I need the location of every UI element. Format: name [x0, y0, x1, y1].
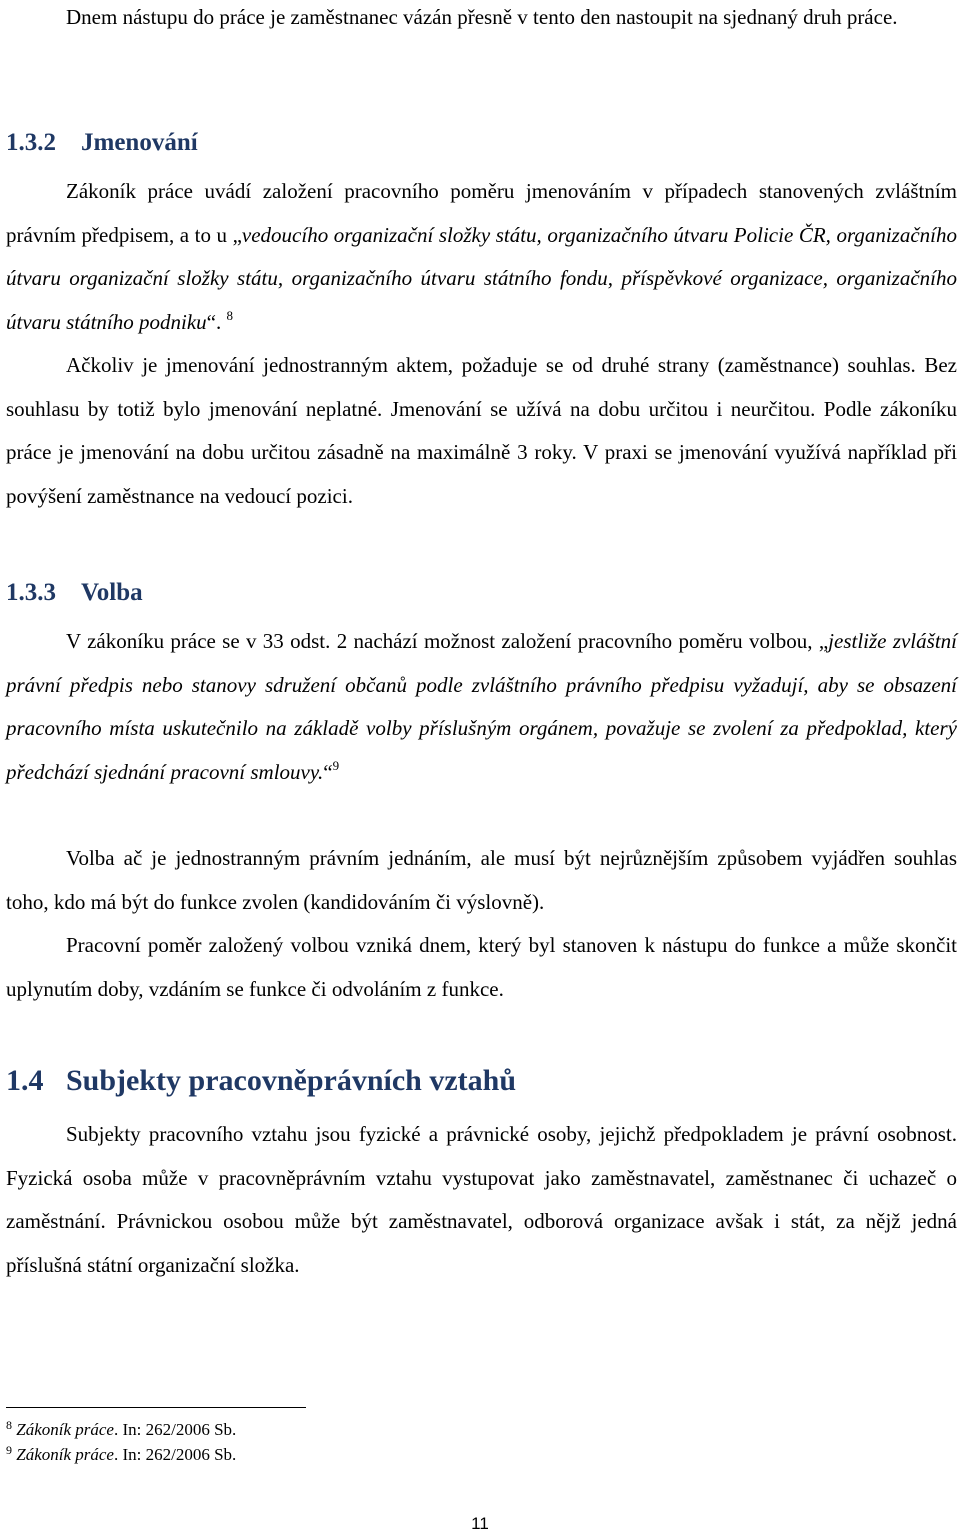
- footnote-number: 9: [6, 1443, 12, 1457]
- paragraph-volba-3: Pracovní poměr založený volbou vzniká dnem, který byl stanoven k nástupu do funkce a může skončit uplynutím doby, vzdáním se funkce či odvoláním z funkce.: [6, 933, 957, 1001]
- footnote-source: Zákoník práce: [16, 1420, 114, 1439]
- section-title: Jmenování: [81, 129, 198, 156]
- footnote-text: . In: 262/2006 Sb.: [113, 1420, 237, 1439]
- footnote-ref-8: 8: [226, 307, 233, 323]
- footnote-8: [6, 1419, 236, 1441]
- section-heading-1-3-3: [6, 578, 143, 608]
- section-title: Subjekty pracovněprávních vztahů: [66, 1064, 517, 1097]
- paragraph-text: Zákoník práce uvádí založení pracovního poměru jmenováním v případech stanovených zvláštním právním předpisem, a to u „: [6, 179, 957, 247]
- section-number: 1.3.2: [6, 129, 56, 156]
- continuation-paragraph: Dnem nástupu do práce je zaměstnanec vázán přesně v tento den nastoupit na sjednaný druh práce.: [66, 5, 898, 29]
- section-heading-1-4: [6, 1063, 516, 1099]
- footnote-source: Zákoník práce: [16, 1445, 114, 1464]
- paragraph-jmenovani-2: Ačkoliv je jmenování jednostranným aktem, požaduje se od druhé strany (zaměstnance) souhlas. Bez souhlasu by totiž bylo jmenování neplatné. Jmenování se užívá na dobu určitou i neurčitou. Podle zákoníku práce je jmenování na dobu určitou zásadně na maximálně 3 roky. V praxi se jmenování využívá například při povýšení zaměstnance na vedoucí pozici.: [6, 353, 957, 508]
- footnote-separator: [6, 1407, 306, 1408]
- paragraph-subjekty: Subjekty pracovního vztahu jsou fyzické a právnické osoby, jejichž předpokladem je právní osobnost. Fyzická osoba může v pracovněprávním vztahu vystupovat jako zaměstnavatel, zaměstnanec či uchazeč o zaměstnání. Právnickou osobou může být zaměstnavatel, odborová organizace avšak i stát, za nějž jedná příslušná státní organizační složka.: [6, 1122, 957, 1277]
- paragraph-jmenovani-1: [6, 170, 957, 344]
- paragraph-volba-1: [6, 620, 957, 794]
- footnote-text: . In: 262/2006 Sb.: [113, 1445, 237, 1464]
- paragraph-text: “.: [206, 309, 227, 334]
- paragraph-text: V zákoníku práce se v 33 odst. 2 nachází možnost založení pracovního poměru volbou, „: [66, 629, 829, 653]
- page-number: 11: [471, 1514, 489, 1533]
- paragraph-text: “: [323, 759, 333, 784]
- quote-text: jestliže zvláštní právní předpis nebo stanovy sdružení občanů podle zvláštního právního předpisu vyžadují, aby se obsazení pracovního místa uskutečnilo na základě volby příslušným orgánem, považuje se zvolení za předpoklad, který předchází sjednání pracovní smlouvy.: [6, 629, 957, 784]
- footnote-ref-9: 9: [332, 757, 340, 773]
- quote-text: vedoucího organizační složky státu, organizačního útvaru Policie ČR, organizačního útvaru organizační složky státu, organizačního útvaru státního fondu, příspěvkové organizace, organizačního útvaru státního podniku: [6, 222, 958, 334]
- paragraph-volba-2: Volba ač je jednostranným právním jednáním, ale musí být nejrůznějším způsobem vyjádřen souhlas toho, kdo má být do funkce zvolen (kandidováním či výslovně).: [6, 846, 957, 914]
- section-number: 1.3.3: [6, 579, 56, 606]
- footnote-9: [6, 1444, 236, 1466]
- section-title: Volba: [81, 579, 143, 606]
- section-heading-1-3-2: [6, 128, 198, 158]
- footnote-number: 8: [6, 1418, 12, 1432]
- section-number: 1.4: [6, 1064, 44, 1097]
